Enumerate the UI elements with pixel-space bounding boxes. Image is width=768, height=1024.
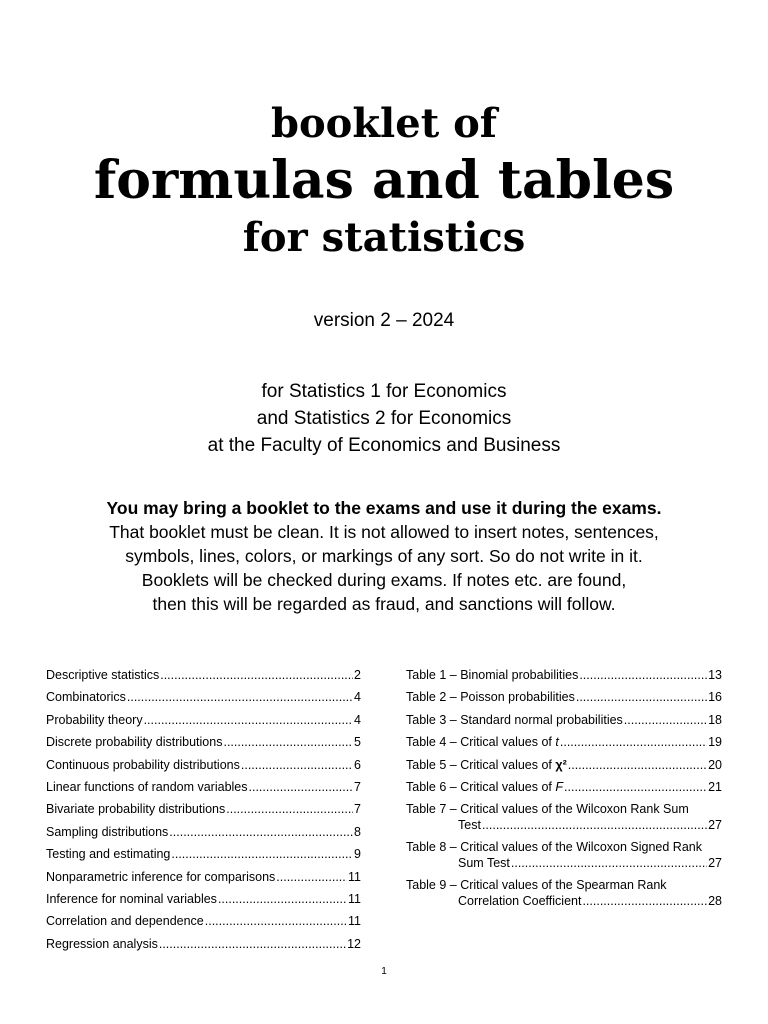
toc-label: Table 3 – Standard normal probabilities [406,712,623,727]
toc-page: 4 [354,712,361,727]
toc-page: 8 [354,824,361,839]
toc-entry[interactable] [46,758,361,780]
toc-label: Nonparametric inference for comparisons [46,869,276,884]
notice-line: Booklets will be checked during exams. If notes etc. are found, [141,570,627,590]
toc-label: Linear functions of random variables [46,779,248,794]
toc-leader [159,937,346,951]
toc-entry[interactable] [46,892,361,914]
toc-label-continued: Test [458,818,481,833]
toc-page: 11 [348,869,361,884]
toc-label: Table 5 – Critical values of χ² [406,757,567,772]
toc-leader [582,894,707,908]
toc-page: 20 [708,757,722,772]
version-text: version 2 – 2024 [313,310,455,331]
toc-entry[interactable] [46,690,361,712]
toc-entry[interactable] [46,735,361,757]
toc-leader [127,690,353,704]
toc-entry[interactable] [46,825,361,847]
toc-label: Probability theory [46,712,143,727]
exam-notice [0,496,768,616]
toc-leader [576,690,707,704]
notice-bold-line: You may bring a booklet to the exams and use it during the exams. [106,498,662,518]
toc-leader [276,870,347,884]
toc-leader [171,847,353,861]
toc-label: Continuous probability distributions [46,757,240,772]
toc-entry[interactable] [406,878,722,916]
toc-leader [568,758,707,772]
toc-page: 27 [708,856,722,871]
toc-page: 21 [708,779,722,794]
toc-label: Table 9 – Critical values of the Spearman Rank [406,878,667,893]
toc-label: Descriptive statistics [46,668,160,682]
toc-entry[interactable] [406,780,722,802]
toc-label: Testing and estimating [46,847,171,862]
title-line-1: booklet of [271,100,497,147]
toc-right-column [406,668,722,916]
toc-page: 18 [708,712,722,727]
toc-page: 19 [708,735,722,750]
toc-entry[interactable] [46,802,361,824]
toc-leader [226,802,353,816]
toc-page: 4 [354,690,361,705]
toc-page: 5 [354,735,361,750]
course-line: for Statistics 1 for Economics [261,381,507,402]
toc-label: Combinatorics [46,690,126,705]
toc-label: Table 1 – Binomial probabilities [406,668,579,682]
toc-entry[interactable] [46,713,361,735]
toc-entry[interactable] [46,914,361,936]
courses-block [0,378,768,459]
toc-page: 11 [348,914,361,929]
toc-entry[interactable] [406,758,722,780]
title-line-3: for statistics [242,214,526,261]
toc-entry[interactable] [406,735,722,757]
toc-leader [205,914,347,928]
toc-leader [218,892,347,906]
notice-line: then this will be regarded as fraud, and sanctions will follow. [152,594,616,614]
toc-label: Sampling distributions [46,824,169,839]
toc-leader [223,735,353,749]
toc-leader [241,758,353,772]
toc-label-continued: Correlation Coefficient [458,894,582,909]
toc-leader [249,780,354,794]
toc-page: 11 [348,891,361,906]
toc-label-continued: Sum Test [458,856,510,871]
toc-entry[interactable] [46,668,361,690]
toc-entry[interactable] [406,668,722,690]
toc-leader [579,668,707,682]
toc-page: 16 [708,690,722,705]
toc-page: 7 [354,779,361,794]
toc-label: Table 7 – Critical values of the Wilcoxon Rank Sum [406,802,689,817]
toc-label: Table 2 – Poisson probabilities [406,690,575,705]
toc-page: 12 [347,936,361,951]
toc-label: Bivariate probability distributions [46,802,226,817]
toc-entry[interactable] [46,870,361,892]
toc-leader [560,735,707,749]
toc-page: 13 [708,668,722,682]
toc-entry[interactable] [406,690,722,712]
toc-label: Regression analysis [46,936,158,951]
toc-leader [511,856,707,870]
title-line-2: formulas and tables [93,150,675,211]
toc-entry[interactable] [406,802,722,840]
toc-leader [624,713,707,727]
toc-label: Inference for nominal variables [46,891,217,906]
toc-page: 7 [354,802,361,817]
toc-entry[interactable] [46,937,361,959]
toc-label: Table 6 – Critical values of F [406,779,564,794]
toc-page: 28 [708,894,722,909]
toc-page: 2 [354,668,361,682]
toc-leader [144,713,353,727]
course-line: at the Faculty of Economics and Business [207,435,561,456]
toc-entry[interactable] [46,847,361,869]
course-line: and Statistics 2 for Economics [256,408,512,429]
toc-entry[interactable] [406,713,722,735]
toc-leader [564,780,707,794]
toc-label: Table 4 – Critical values of t [406,735,559,750]
toc-leader [482,818,707,832]
toc-leader [160,668,353,682]
toc-label: Correlation and dependence [46,914,204,929]
toc-entry[interactable] [46,780,361,802]
toc-label: Table 8 – Critical values of the Wilcoxon Signed Rank [406,840,702,855]
page-number: 1 [381,966,387,977]
toc-page: 9 [354,847,361,862]
toc-page: 6 [354,757,361,772]
toc-page: 27 [708,818,722,833]
toc-leader [169,825,353,839]
toc-left-column [46,668,361,959]
toc-entry[interactable] [406,840,722,878]
notice-line: symbols, lines, colors, or markings of any sort. So do not write in it. [125,546,643,566]
notice-line: That booklet must be clean. It is not allowed to insert notes, sentences, [109,522,659,542]
toc-label: Discrete probability distributions [46,735,223,750]
